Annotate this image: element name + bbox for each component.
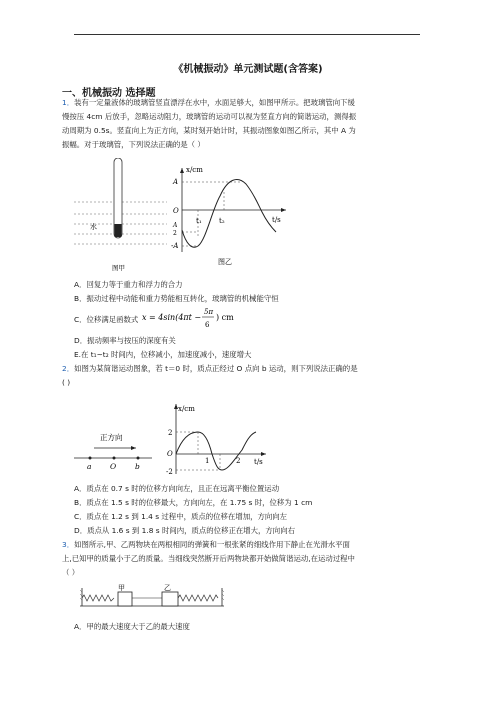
svg-text:5π: 5π — [204, 308, 214, 316]
q2-tick-1: 1 — [205, 457, 210, 465]
fig-a-label: 图甲 — [112, 264, 125, 272]
q3-line-3: （ ） — [62, 568, 80, 577]
q2-axis-x-label: t/s — [254, 458, 263, 466]
q3-option-a: A．甲的最大速度大于乙的最大速度 — [74, 622, 190, 631]
q3-line-1: 3．如图所示,甲、乙两物块在两根相同的弹簧和一根张紧的细线作用下静止在光滑水平面 — [62, 540, 350, 549]
q1-line-2: 慢按压 4cm 后放手，忽略运动阻力，玻璃管的运动可以视为竖直方向的简谐运动，测得振 — [62, 112, 357, 121]
q2-point-a: a — [87, 462, 92, 471]
q2-direction-label: 正方向 — [100, 433, 123, 442]
q2-line-2: ( ) — [62, 378, 71, 387]
spring-right — [178, 595, 218, 601]
q1b-curve — [182, 180, 276, 248]
q1b-tick-t1: t₁ — [196, 217, 202, 225]
q2-tick-O: O — [167, 450, 173, 458]
q2-option-d: D．质点从 1.6 s 到 1.8 s 时间内，质点的位移正在增大，方向向右 — [74, 526, 295, 535]
q1-figure-b — [168, 160, 300, 272]
q2-tick-t2: 2 — [236, 457, 241, 465]
q2-curve — [176, 432, 256, 470]
q1-option-e: E.在 t₁~t₂ 时间内，位移减小，加速度减小，速度增大 — [74, 350, 252, 359]
water-label: 水 — [90, 223, 97, 231]
q1b-tick-2: 2 — [173, 230, 177, 237]
block-yi — [162, 592, 178, 606]
q1-formula — [142, 305, 242, 335]
header-rule — [74, 34, 420, 35]
tube-liquid — [115, 224, 122, 237]
svg-text:x = 4sin(4πt −: x = 4sin(4πt − — [142, 313, 202, 322]
q2-option-a: A．质点在 0.7 s 时的位移方向向左，且正在远离平衡位置运动 — [74, 484, 280, 493]
q1-figure-a — [72, 158, 172, 274]
q1-option-d: D．振动频率与按压的深度有关 — [74, 336, 176, 345]
q2-tick-2: 2 — [168, 429, 173, 437]
q1-option-c: C．位移满足函数式 x = 4sin(4πt − 5π 6 ) cm — [74, 313, 138, 326]
svg-text:6: 6 — [205, 321, 210, 329]
block-jia — [118, 592, 132, 606]
block-yi-label: 乙 — [164, 584, 171, 592]
fig-b-label: 图乙 — [218, 258, 232, 266]
q2-number: 2． — [62, 364, 75, 373]
q1b-axis-y-label: x/cm — [186, 166, 203, 174]
q2-point-O: O — [110, 462, 117, 471]
svg-text:) cm: ) cm — [216, 313, 234, 322]
q1-option-b: B．振动过程中动能和重力势能相互转化，玻璃管的机械能守恒 — [74, 294, 279, 303]
q1b-tick-t2: t₂ — [219, 217, 225, 225]
q1-line-4: 振幅。对于玻璃管，下列说法正确的是（ ） — [62, 140, 205, 149]
q2-tick-neg2: -2 — [166, 468, 173, 476]
q2-point-b: b — [135, 462, 140, 471]
q1-line-1: 1．装有一定量液体的玻璃管竖直漂浮在水中，水面足够大，如图甲所示。把玻璃管向下缓 — [62, 98, 355, 107]
section-heading: 一、机械振动 选择题 — [62, 88, 156, 99]
q1-option-a: A．回复力等于重力和浮力的合力 — [74, 280, 183, 289]
q1b-tick-A: A — [173, 178, 179, 186]
q2-option-c: C．质点在 1.2 s 到 1.4 s 过程中，质点的位移在增加，方向向左 — [74, 512, 288, 521]
q1b-tick-negA: -A — [171, 242, 179, 250]
block-jia-label: 甲 — [118, 584, 125, 592]
q1b-tick-O: O — [173, 207, 179, 215]
document-title: 《机械振动》单元测试题(含答案) — [173, 64, 323, 75]
q3-figure — [80, 582, 226, 610]
q2-figure — [70, 402, 270, 478]
q3-number: 3． — [62, 540, 75, 549]
q2-line-1: 2．如图为某简谐运动图象，若 t＝0 时，质点正经过 O 点向 b 运动，则下列说法正确的是 — [62, 364, 358, 373]
q1-line-3: 动周期为 0.5s。竖直向上为正方向，某时刻开始计时，其振动图象如图乙所示，其中 A 为 — [62, 126, 356, 135]
q3-line-2: 上,已知甲的质量小于乙的质量。当细线突然断开后两物块都开始做简谐运动,在运动过程中 — [62, 554, 355, 563]
q2-axis-y-label: x/cm — [178, 405, 195, 413]
q1b-axis-x-label: t/s — [272, 216, 281, 224]
q2-option-b: B．质点在 1.5 s 时的位移最大，方向向左，在 1.75 s 时，位移为 1 cm — [74, 498, 313, 507]
spring-left — [82, 595, 114, 601]
q1b-tick-A2: A — [173, 222, 178, 229]
q1-number: 1． — [62, 98, 75, 107]
